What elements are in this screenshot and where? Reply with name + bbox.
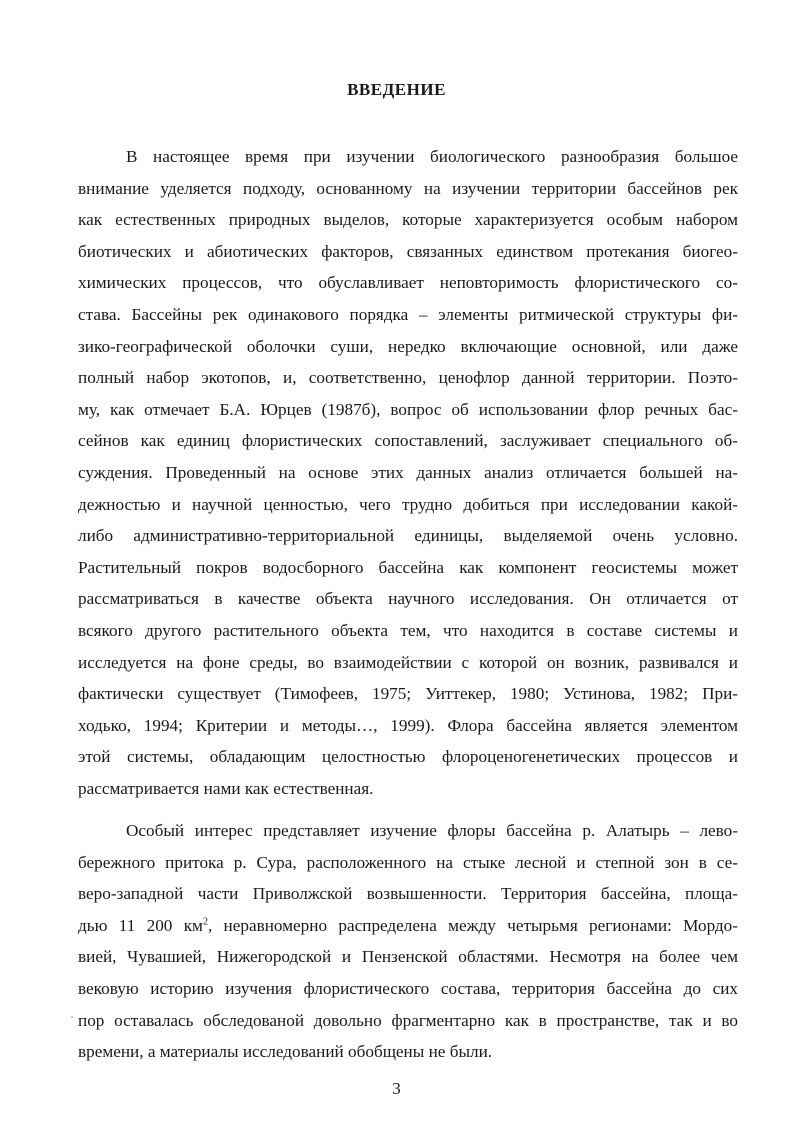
paragraph-line: либо административно-территориальной единицы, выделяемой очень условно. [78,526,738,546]
paragraph-line: как естественных природных выделов, которые характеризуется особым набором [78,210,738,230]
paragraph-line: полный набор экотопов, и, соответственно, ценофлор данной территории. Поэто- [78,368,738,388]
paragraph-line: химических процессов, что обуславливает неповторимость флористического со- [78,273,738,293]
scan-speck [71,1016,73,1018]
paragraph-line: этой системы, обладающим целостностью флороценогенетических процессов и [78,747,738,767]
paragraph-line: внимание уделяется подходу, основанному на изучении территории бассейнов рек [78,178,738,198]
paragraph-line-with-superscript [78,910,738,942]
paragraph-line: Растительный покров водосборного бассейна как компонент геосистемы может [78,557,738,577]
paragraph-line: му, как отмечает Б.А. Юрцев (1987б), вопрос об использовании флор речных бас- [78,399,738,419]
paragraph-line: биотических и абиотических факторов, связанных единством протекания биогео- [78,241,738,261]
paragraph-line: всякого другого растительного объекта тем, что находится в составе системы и [78,620,738,640]
paragraph-line: веро-западной части Приволжской возвышенности. Территория бассейна, площа- [78,884,738,904]
paragraph-line: сейнов как единиц флористических сопоставлений, заслуживает специального об- [78,431,738,451]
superscript-exponent: 2 [202,916,208,928]
paragraph-line: вией, Чувашией, Нижегородской и Пензенской областями. Несмотря на более чем [78,947,738,967]
paragraph-2 [78,815,738,1068]
paragraph-line: Особый интерес представляет изучение флоры бассейна р. Алатырь – лево- [126,821,738,840]
paragraph-line: бережного притока р. Сура, расположенного на стыке лесной и степной зон в се- [78,852,738,872]
line-segment: , неравномерно распределена между четырьмя регионами: Мордо- [207,915,738,935]
paragraph-1 [78,141,738,804]
paragraph-line: суждения. Проведенный на основе этих данных анализ отличается большей на- [78,462,738,482]
paragraph-line: става. Бассейны рек одинакового порядка – элементы ритмической структуры фи- [78,304,738,324]
paragraph-line: В настоящее время при изучении биологического разнообразия большое [126,147,738,166]
paragraph-line: зико-географической оболочки суши, нередко включающие основной, или даже [78,336,738,356]
paragraph-line: рассматривается нами как естественная. [78,778,374,798]
paragraph-line: исследуется на фоне среды, во взаимодействии с которой он возник, развивался и [78,652,738,672]
page-number: 3 [392,1079,401,1098]
paragraph-line: пор оставалась обследованой довольно фрагментарно как в пространстве, так и во [78,1010,738,1030]
paragraph-line: дежностью и научной ценностью, чего трудно добиться при исследовании какой- [78,494,738,514]
line-segment: дью 11 200 км [78,915,203,935]
paragraph-line: фактически существует (Тимофеев, 1975; Уиттекер, 1980; Устинова, 1982; При- [78,684,738,704]
section-title: ВВЕДЕНИЕ [347,80,446,99]
paragraph-line: ходько, 1994; Критерии и методы…, 1999). Флора бассейна является элементом [78,715,738,735]
paragraph-line: рассматриваться в качестве объекта научного исследования. Он отличается от [78,589,738,609]
paragraph-line: времени, а материалы исследований обобщены не были. [78,1042,493,1062]
paragraph-line: вековую историю изучения флористического состава, территория бассейна до сих [78,978,738,998]
